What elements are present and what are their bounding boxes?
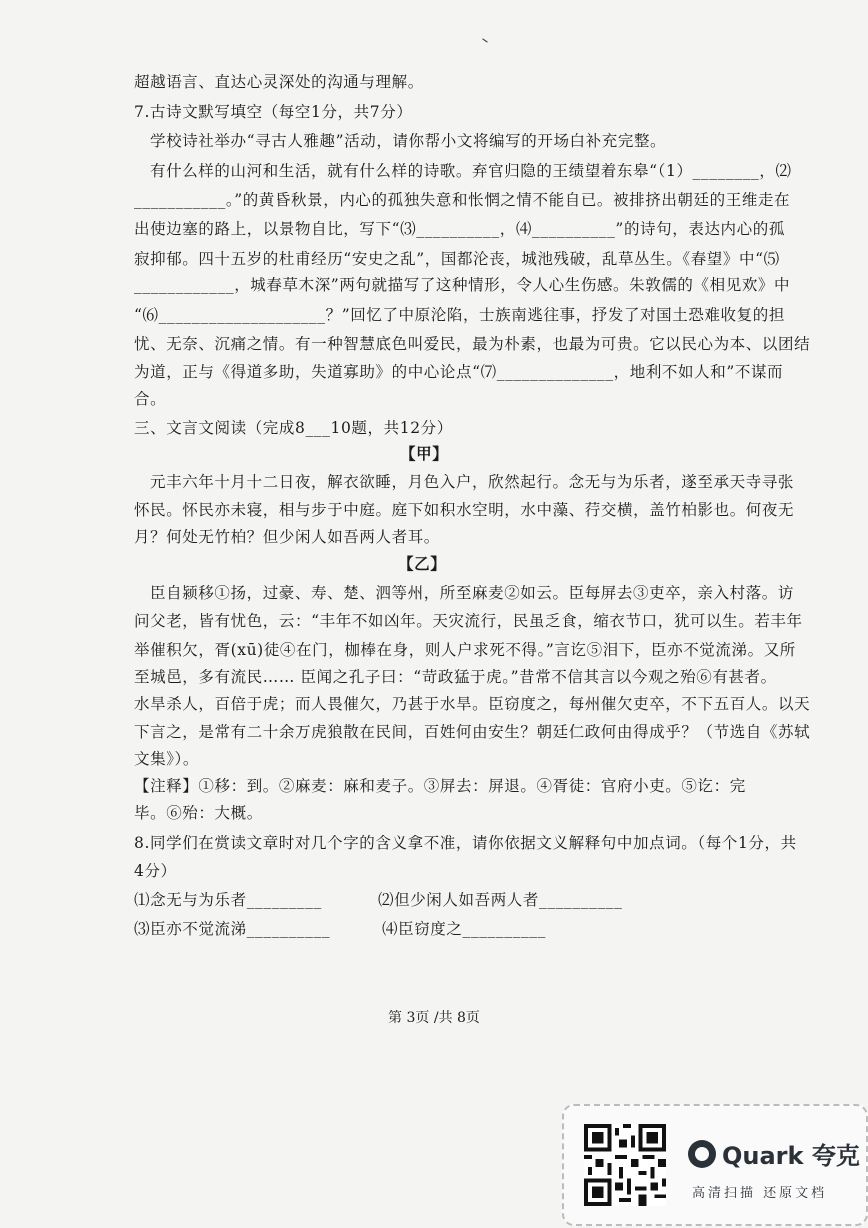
question-7-heading: 7.古诗文默写填空（每空1分，共7分） — [134, 103, 413, 121]
question-8-heading: 8.同学们在赏读文章时对几个字的含义拿不准，请你依据文义解释句中加点词。（每个1分，共 — [134, 834, 797, 852]
passage-jia-title: 【甲】 — [400, 444, 449, 463]
text-line: 出使边塞的路上，以景物自比，写下“⑶__________，⑷__________”的诗句，表达内心的孤 — [134, 220, 785, 238]
passage-yi-title: 【乙】 — [398, 554, 447, 573]
quark-watermark — [562, 1104, 868, 1226]
text-line: 月？何处无竹柏？但少闲人如吾两人者耳。 — [134, 528, 440, 546]
text-line: 有什么样的山河和生活，就有什么样的诗歌。弃官归隐的王绩望着东皋“（1）________，⑵ — [150, 162, 792, 180]
text-line: “⑹____________________？”回忆了中原沦陷，士族南逃往事，抒发了对国土恐难收复的担 — [134, 306, 785, 324]
quark-brand-name: Quark 夸克 — [722, 1142, 860, 1170]
text-line: 水旱杀人，百倍于虎；而人畏催欠，乃甚于水旱。臣窃度之，每州催欠吏卒，不下五百人。以天 — [134, 695, 811, 713]
scan-mark — [482, 38, 487, 42]
quark-tagline: 高清扫描 还原文档 — [692, 1186, 828, 1201]
text-line: 4分） — [134, 862, 177, 880]
blank-item-2: ⑵但少闲人如吾两人者__________ — [378, 891, 623, 909]
text-line: 超越语言、直达心灵深处的沟通与理解。 — [134, 73, 424, 91]
text-line: 臣自颍移①扬，过豪、寿、楚、泗等州，所至麻麦②如云。臣每屏去③吏卒，亲入村落。访 — [150, 584, 795, 602]
text-line: 元丰六年十月十二日夜，解衣欲睡，月色入户，欣然起行。念无与为乐者，遂至承天寺寻张 — [150, 473, 795, 491]
blank-item-4: ⑷臣窃度之__________ — [382, 920, 547, 938]
text-line: 合。 — [134, 390, 167, 408]
text-line: 至城邑，多有流民…… 臣闻之孔子曰：“苛政猛于虎。”昔常不信其言以今观之殆⑥有甚者。 — [134, 668, 777, 686]
text-line: ___________。”的黄昏秋景，内心的孤独失意和怅惘之情不能自已。被排挤出朝廷的王维走在 — [134, 191, 791, 209]
text-line: 学校诗社举办“寻古人雅趣”活动，请你帮小文将编写的开场白补充完整。 — [150, 132, 667, 150]
text-line: ____________，城春草木深”两句就描写了这种情形，令人心生伤感。朱敦儒的《相见欢》中 — [134, 276, 791, 294]
annotation-line: 【注释】①移：到。②麻麦：麻和麦子。③屏去：屏退。④胥徒：官府小吏。⑤讫：完 — [134, 777, 746, 795]
text-line: 寂抑郁。四十五岁的杜甫经历“安史之乱”，国都沦丧，城池残破，乱草丛生。《春望》中“⑸ — [134, 250, 780, 268]
text-line: 怀民。怀民亦未寝，相与步于中庭。庭下如积水空明，水中藻、荇交横，盖竹柏影也。何夜无 — [134, 501, 795, 519]
annotation-line: 毕。⑥殆：大概。 — [134, 804, 263, 822]
blank-item-1: ⑴念无与为乐者_________ — [134, 891, 322, 909]
quark-logo-icon — [688, 1140, 716, 1168]
text-line: 下言之，是常有二十余万虎狼散在民间，百姓何由安生？朝廷仁政何由得成乎？（节选自《苏轼 — [134, 723, 811, 741]
page-number: 第 3页 /共 8页 — [388, 1010, 480, 1026]
qr-code-icon — [584, 1124, 666, 1206]
text-line: 举催积欠，胥(xū)徒④在门，枷棒在身，则人户求死不得。”言讫⑤泪下，臣亦不觉流涕。又所 — [134, 641, 796, 659]
text-line: 文集》）。 — [134, 750, 200, 768]
section-3-heading: 三、文言文阅读（完成8___10题，共12分） — [134, 419, 453, 437]
text-line: 问父老，皆有忧色，云：“丰年不如凶年。天灾流行，民虽乏食，缩衣节口，犹可以生。若丰年 — [134, 612, 803, 630]
blank-item-3: ⑶臣亦不觉流涕__________ — [134, 920, 331, 938]
text-line: 忧、无奈、沉痛之情。有一种智慧底色叫爱民，最为朴素，也最为可贵。它以民心为本、以团结 — [134, 335, 811, 353]
text-line: 为道，正与《得道多助，失道寡助》的中心论点“⑺______________，地利不如人和”不谋而 — [134, 363, 784, 381]
quark-logo — [688, 1136, 860, 1171]
